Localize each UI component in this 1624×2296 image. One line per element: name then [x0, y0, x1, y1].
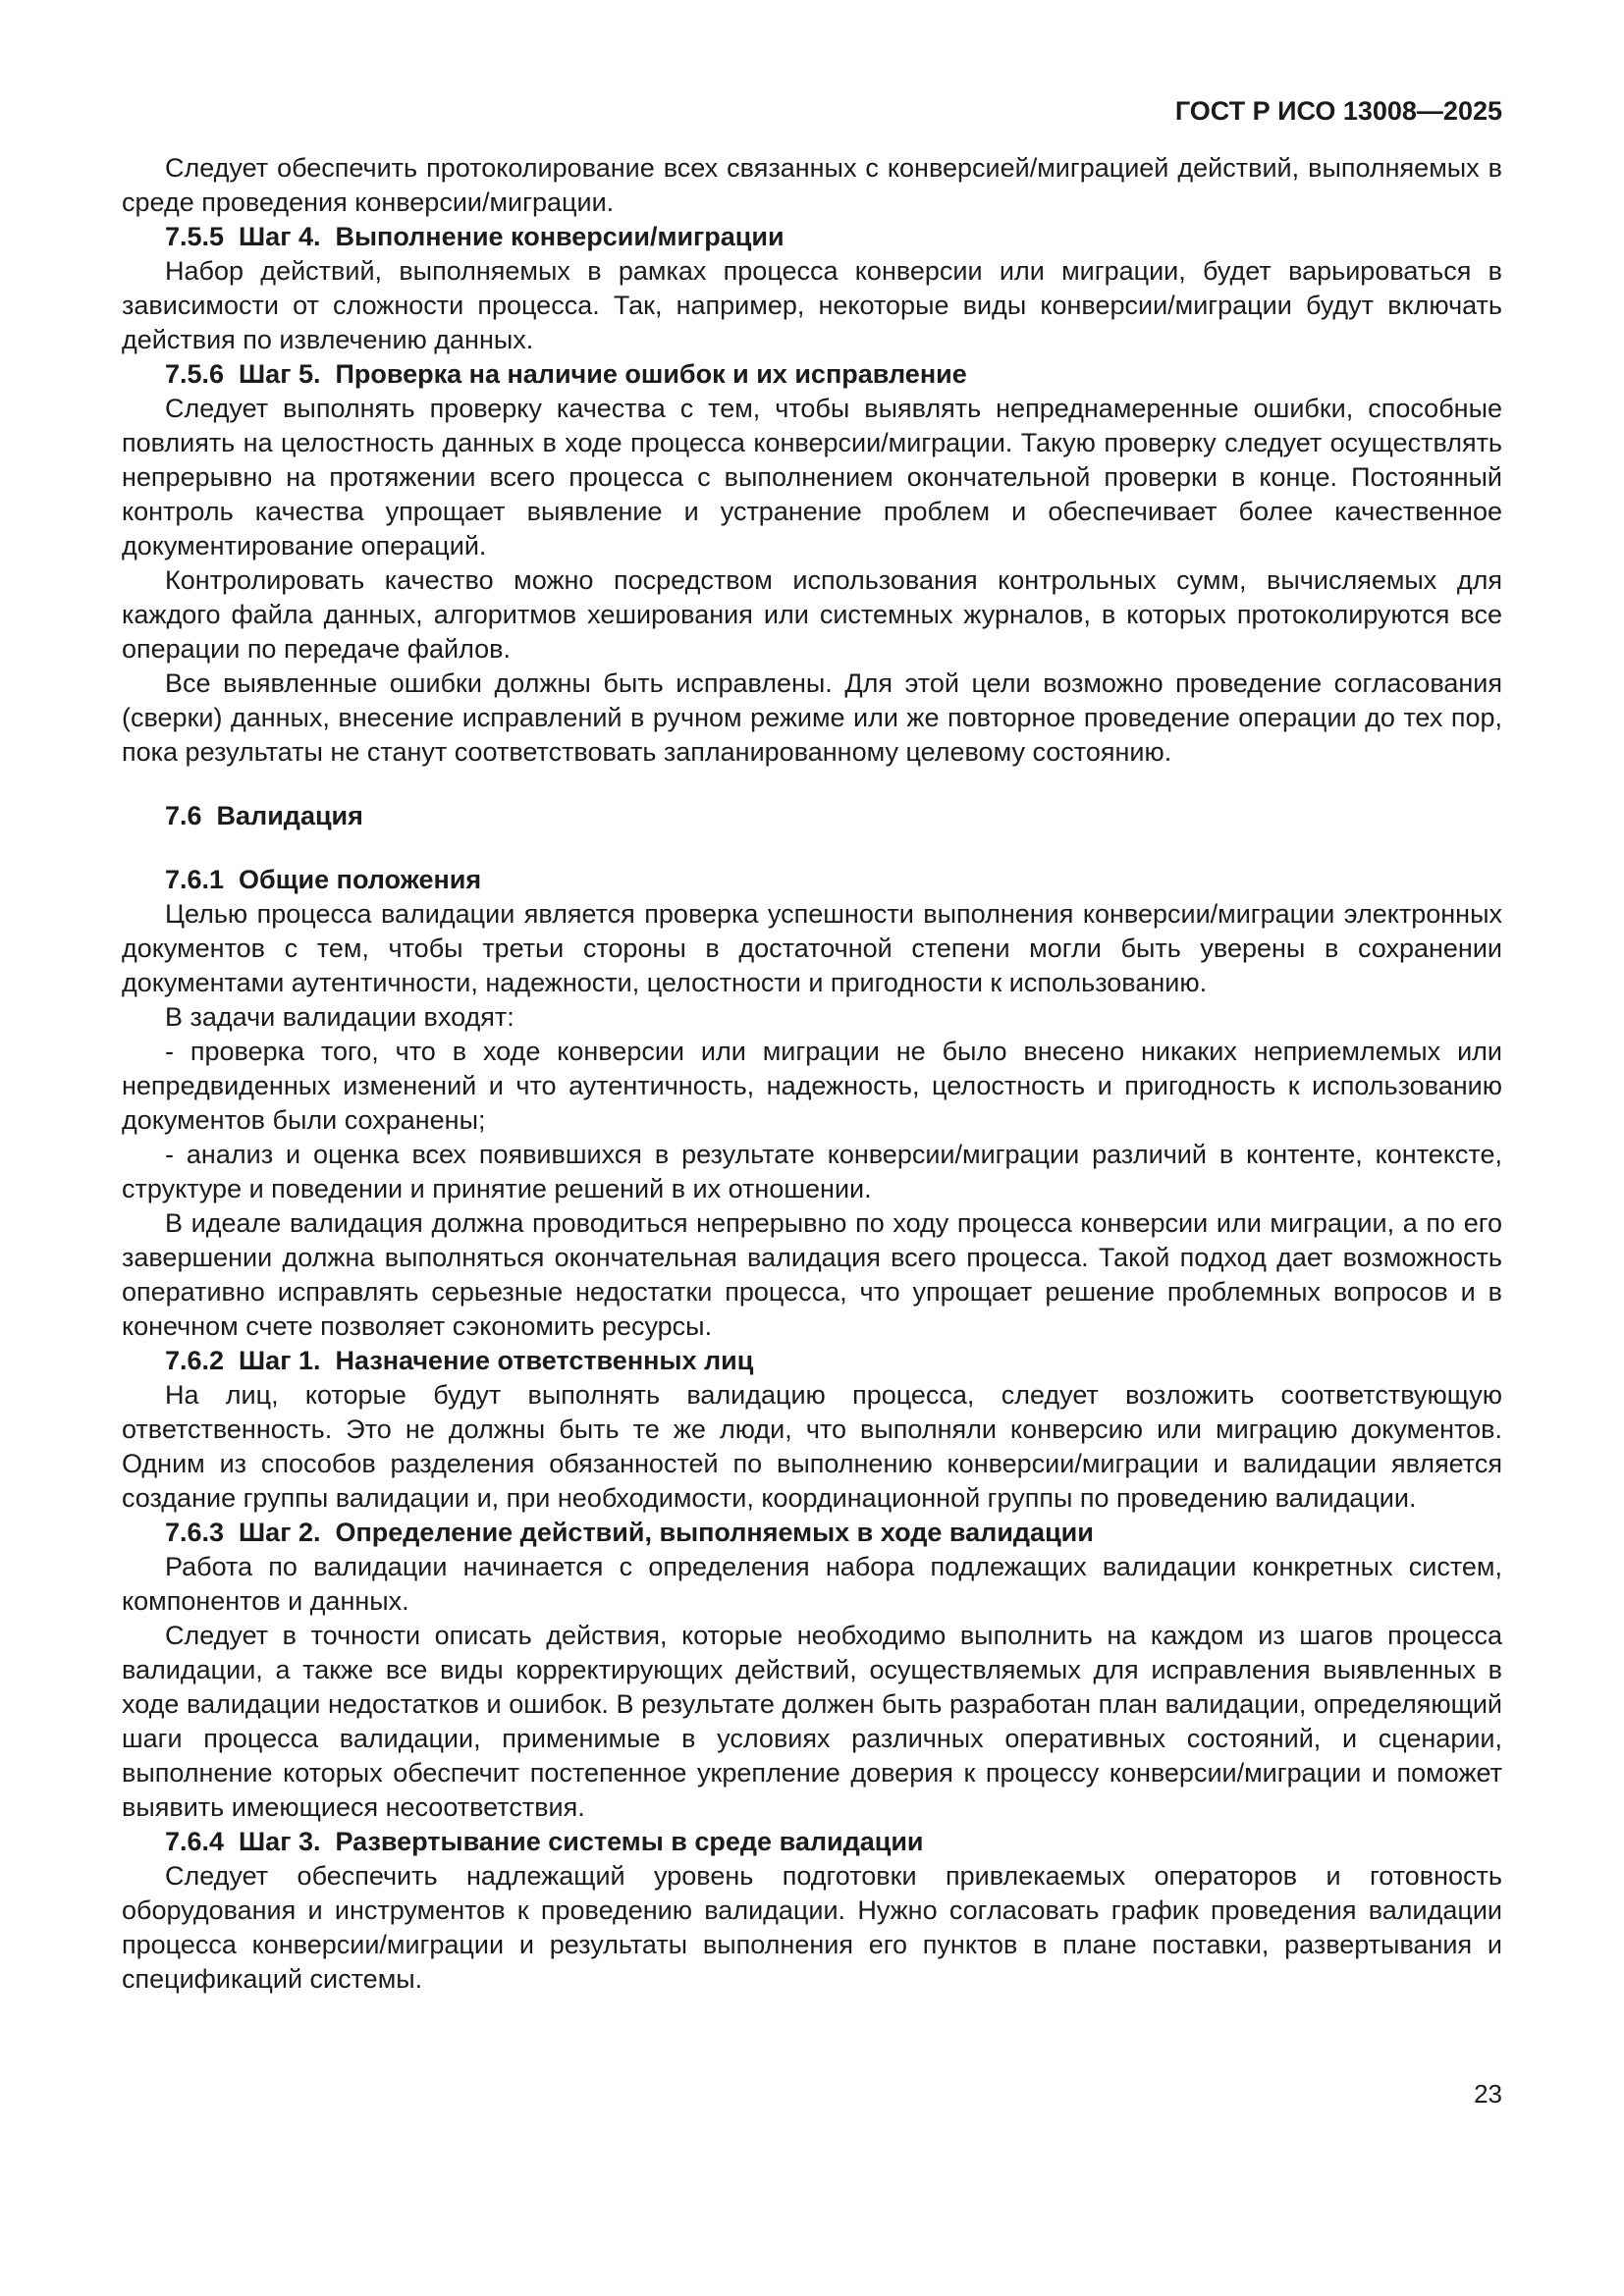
- paragraph: Следует обеспечить надлежащий уровень подготовки привлекаемых операторов и готовность оборудования и инструментов к проведению валидации. Нужно согласовать график проведения валидации процесса конверсии/миграции и результаты выполнения его пунктов в плане поставки, развертывания и спецификаций системы.: [122, 1861, 1502, 1994]
- paragraph: В идеале валидация должна проводиться непрерывно по ходу процесса конверсии или миграции, а по его завершении должна выполняться окончательная валидация всего процесса. Такой подход дает возможность оперативно исправлять серьезные недостатки процесса, что упрощает решение проблемных вопросов и в конечном счете позволяет сэкономить ресурсы.: [122, 1208, 1502, 1341]
- paragraph: Набор действий, выполняемых в рамках процесса конверсии или миграции, будет варьироваться в зависимости от сложности процесса. Так, например, некоторые виды конверсии/миграции будут включать действия по извлечению данных.: [122, 256, 1502, 354]
- paragraph: Целью процесса валидации является проверка успешности выполнения конверсии/миграции электронных документов с тем, чтобы третьи стороны в достаточной степени могли быть уверены в сохранении документами аутентичности, надежности, целостности и пригодности к использованию.: [122, 899, 1502, 997]
- heading-7-6: 7.6 Валидация: [165, 801, 363, 830]
- list-item-paragraph: - проверка того, что в ходе конверсии или миграции не было внесено никаких неприемлемых или непредвиденных изменений и что аутентичность, надежность, целостность и пригодность к использованию документов были сохранены;: [122, 1037, 1502, 1135]
- paragraph: Следует обеспечить протоколирование всех связанных с конверсией/миграцией действий, выполняемых в среде проведения конверсии/миграции.: [122, 153, 1502, 217]
- heading-7-6-1: 7.6.1 Общие положения: [165, 865, 482, 894]
- paragraph: Следует в точности описать действия, которые необходимо выполнить на каждом из шагов процесса валидации, а также все виды корректирующих действий, осуществляемых для исправления выявленных в ходе валидации недостатков и ошибок. В результате должен быть разработан план валидации, определяющий шаги процесса валидации, применимые в условиях различных оперативных состояний, и сценарии, выполнение которых обеспечит постепенное укрепление доверия к процессу конверсии/миграции и поможет выявить имеющиеся несоответствия.: [122, 1621, 1502, 1822]
- list-item-paragraph: - анализ и оценка всех появившихся в результате конверсии/миграции различий в контенте, контексте, структуре и поведении и принятие решений в их отношении.: [122, 1140, 1502, 1203]
- running-header: [122, 0, 1502, 128]
- heading-7-6-4: 7.6.4 Шаг 3. Развертывание системы в среде валидации: [165, 1827, 924, 1856]
- paragraph: Контролировать качество можно посредством использования контрольных сумм, вычисляемых для каждого файла данных, алгоритмов хеширования или системных журналов, в которых протоколируются все операции по передаче файлов.: [122, 565, 1502, 664]
- document-code: ГОСТ Р ИСО 13008—2025: [1174, 96, 1502, 126]
- heading-7-6-3: 7.6.3 Шаг 2. Определение действий, выполняемых в ходе валидации: [165, 1518, 1094, 1547]
- paragraph: Все выявленные ошибки должны быть исправлены. Для этой цели возможно проведение согласования (сверки) данных, внесение исправлений в ручном режиме или же повторное проведение операции до тех пор, пока результаты не станут соответствовать запланированному целевому состоянию.: [122, 668, 1502, 767]
- paragraph: На лиц, которые будут выполнять валидацию процесса, следует возложить соответствующую ответственность. Это не должны быть те же люди, что выполняли конверсию или миграцию документов. Одним из способов разделения обязанностей по выполнению конверсии/миграции и валидации является создание группы валидации и, при необходимости, координационной группы по проведению валидации.: [122, 1380, 1502, 1513]
- paragraph: Следует выполнять проверку качества с тем, чтобы выявлять непреднамеренные ошибки, способные повлиять на целостность данных в ходе процесса конверсии/миграции. Такую проверку следует осуществлять непрерывно на протяжении всего процесса с выполнением окончательной проверки в конце. Постоянный контроль качества упрощает выявление и устранение проблем и обеспечивает более качественное документирование операций.: [122, 394, 1502, 561]
- page-number: 23: [1474, 2079, 1502, 2109]
- heading-7-5-6: 7.5.6 Шаг 5. Проверка на наличие ошибок и их исправление: [165, 359, 967, 389]
- document-body: [122, 151, 1502, 1997]
- heading-7-5-5: 7.5.5 Шаг 4. Выполнение конверсии/миграции: [165, 222, 785, 251]
- paragraph: Работа по валидации начинается с определения набора подлежащих валидации конкретных систем, компонентов и данных.: [122, 1552, 1502, 1616]
- heading-7-6-2: 7.6.2 Шаг 1. Назначение ответственных лиц: [165, 1346, 754, 1375]
- paragraph: В задачи валидации входят:: [165, 1002, 514, 1032]
